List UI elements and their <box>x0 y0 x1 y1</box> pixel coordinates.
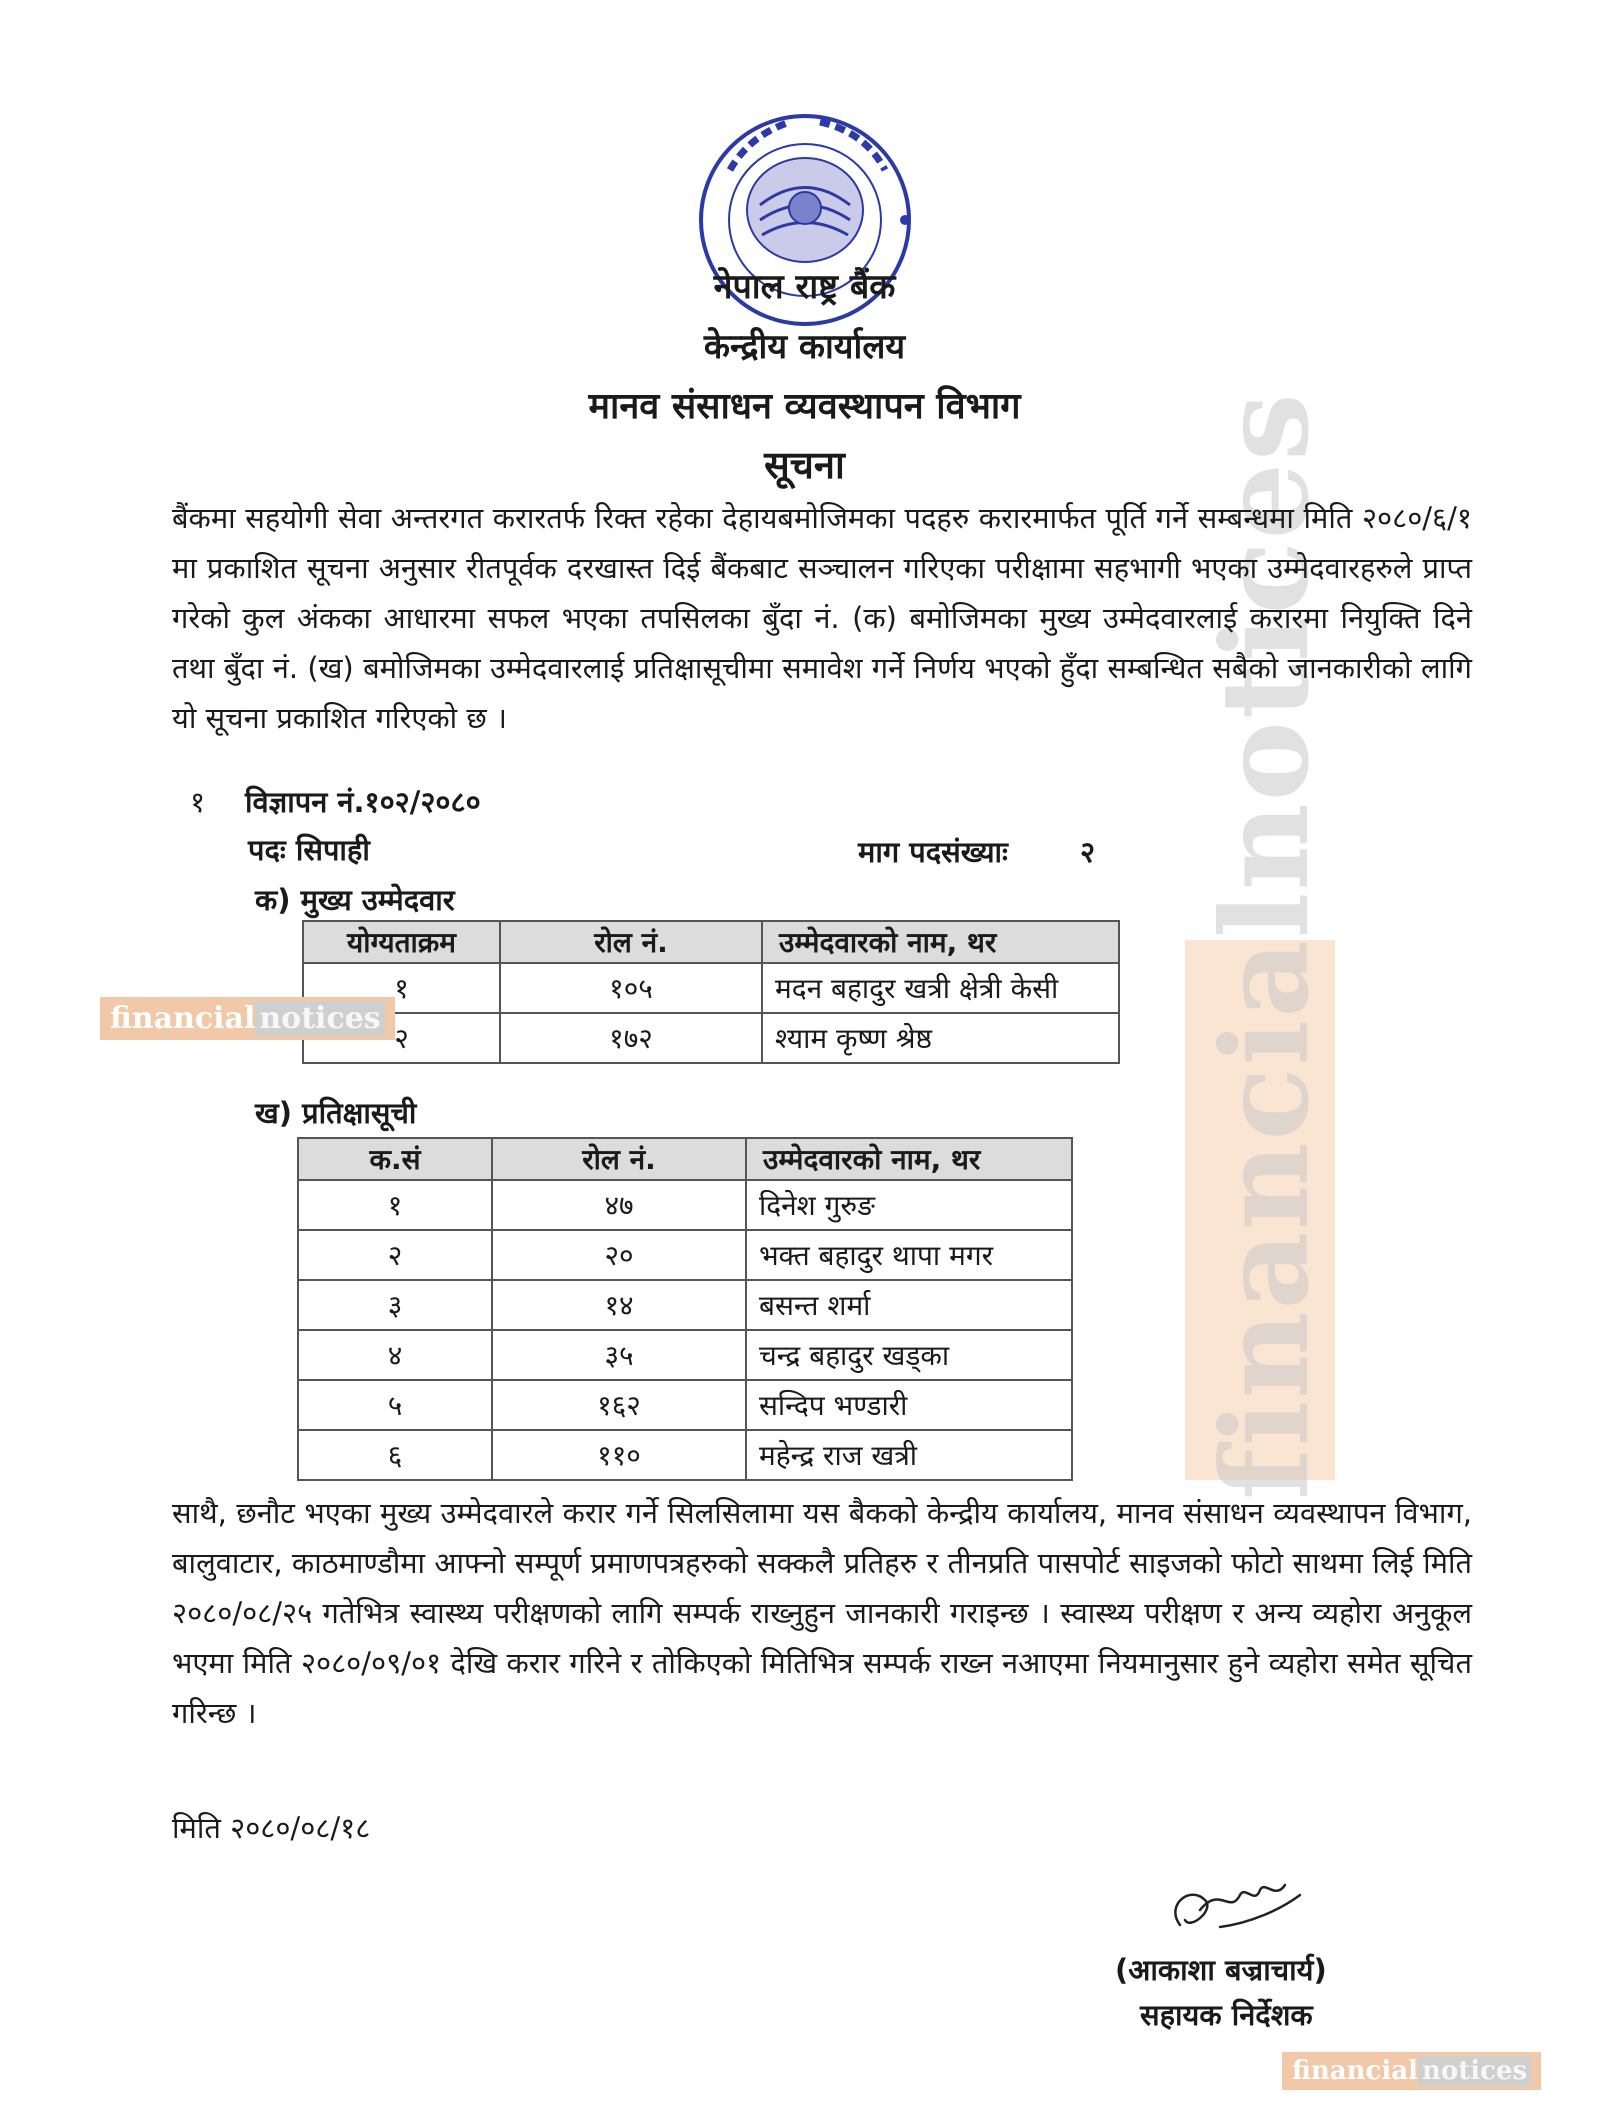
intro-paragraph: बैंकमा सहयोगी सेवा अन्तरगत करारतर्फ रिक्त रहेका देहायबमोजिमका पदहरु करारमार्फत पूर्ति गर्ने सम्बन्धमा मिति २०८०/६/१ मा प्रकाशित सूचना अनुसार रीतपूर्वक दरखास्त दिई बैंकबाट सञ्चालन गरिएका परीक्षामा सहभागी भएका उम्मेदवारहरुले प्राप्त गरेको कुल अंकका आधारमा सफल भएका तपसिलका बुँदा नं. (क) बमोजिमका मुख्य उम्मेदवारलाई करारमा नियुक्ति दिने तथा बुँदा नं. (ख) बमोजिमका उम्मेदवारलाई प्रतिक्षासूचीमा समावेश गर्ने निर्णय भएको हुँदा सम्बन्धित सबैको जानकारीको लागि यो सूचना प्रकाशित गरिएको छ । <box>172 501 1472 735</box>
name-cell: श्याम कृष्ण श्रेष्ठ <box>762 1013 1119 1063</box>
table-row <box>298 1280 1072 1330</box>
post-label: पदः सिपाही <box>248 833 370 867</box>
signature-icon <box>1160 1865 1310 1945</box>
watermark-text-part1: financial <box>1292 2056 1418 2086</box>
roll-cell: १४ <box>492 1280 746 1330</box>
office-name: केन्द्रीय कार्यालय <box>703 327 906 367</box>
notice-date: मिति २०८०/०८/१८ <box>172 1811 371 1845</box>
name-cell: सन्दिप भण्डारी <box>746 1380 1072 1430</box>
roll-cell: २० <box>492 1230 746 1280</box>
advert-number: विज्ञापन नं.१०२/२०८० <box>245 785 481 819</box>
table-row <box>298 1380 1072 1430</box>
closing-paragraph: साथै, छनौट भएका मुख्य उम्मेदवारले करार गर्ने सिलसिलामा यस बैकको केन्द्रीय कार्यालय, मानव संसाधन व्यवस्थापन विभाग, बालुवाटार, काठमाण्डौमा आफ्नो सम्पूर्ण प्रमाणपत्रहरुको सक्कलै प्रतिहरु र तीनप्रति पासपोर्ट साइजको फोटो साथमा लिई मिति २०८०/०८/२५ गतेभित्र स्वास्थ्य परीक्षणको लागि सम्पर्क राख्नुहुन जानकारी गराइन्छ । स्वास्थ्य परीक्षण र अन्य व्यहोरा अनुकूल भएमा मिति २०८०/०९/०१ देखि करार गरिने र तोकिएको मितिभित्र सम्पर्क राख्न नआएमा नियमानुसार हुने व्यहोरा समेत सूचित गरिन्छ । <box>172 1496 1472 1730</box>
main-header-roll: रोल नं. <box>500 921 762 963</box>
table-row <box>303 963 1119 1013</box>
wait-header-roll: रोल नं. <box>492 1138 746 1180</box>
demand-label: माग पदसंख्याः <box>858 835 1008 869</box>
serial-cell: १ <box>298 1180 492 1230</box>
table-row <box>298 1180 1072 1230</box>
serial-cell: २ <box>298 1230 492 1280</box>
wait-header-serial: क.सं <box>298 1138 492 1180</box>
watermark-text-part1: financial <box>110 1001 256 1036</box>
notice-title: सूचना <box>764 443 845 487</box>
name-cell: महेन्द्र राज खत्री <box>746 1430 1072 1480</box>
department-name: मानव संसाधन व्यवस्थापन विभाग <box>588 386 1021 427</box>
demand-value: २ <box>1080 835 1096 869</box>
main-list-title: क) मुख्य उम्मेदवार <box>255 883 455 917</box>
signatory-name: (आकाशा बज्राचार्य) <box>1115 1953 1327 1987</box>
roll-cell: ३५ <box>492 1330 746 1380</box>
serial-cell: ३ <box>298 1280 492 1330</box>
watermark-text-part2: notices <box>1418 2056 1531 2086</box>
rank-cell: २ <box>303 1013 500 1063</box>
wait-list-title: ख) प्रतिक्षासूची <box>255 1096 417 1130</box>
main-header-name: उम्मेदवारको नाम, थर <box>762 921 1119 963</box>
roll-cell: १७२ <box>500 1013 762 1063</box>
table-row <box>303 1013 1119 1063</box>
roll-cell: ११० <box>492 1430 746 1480</box>
name-cell: बसन्त शर्मा <box>746 1280 1072 1330</box>
wait-header-name: उम्मेदवारको नाम, थर <box>746 1138 1072 1180</box>
main-candidates-table <box>302 920 1120 1064</box>
name-cell: चन्द्र बहादुर खड्का <box>746 1330 1072 1380</box>
watermark-badge-bottom <box>1282 2052 1541 2090</box>
table-row <box>298 1330 1072 1380</box>
watermark-badge <box>100 997 395 1040</box>
serial-cell: ४ <box>298 1330 492 1380</box>
signatory-designation: सहायक निर्देशक <box>1140 1998 1313 2032</box>
table-row <box>298 1430 1072 1480</box>
roll-cell: १०५ <box>500 963 762 1013</box>
name-cell: दिनेश गुरुङ <box>746 1180 1072 1230</box>
roll-cell: १६२ <box>492 1380 746 1430</box>
org-name: नेपाल राष्ट्र बैंक <box>713 267 896 307</box>
table-row <box>298 1230 1072 1280</box>
watermark-text-part2: notices <box>255 1001 384 1036</box>
roll-cell: ४७ <box>492 1180 746 1230</box>
main-header-rank: योग्यताक्रम <box>303 921 500 963</box>
serial-cell: ६ <box>298 1430 492 1480</box>
name-cell: मदन बहादुर खत्री क्षेत्री केसी <box>762 963 1119 1013</box>
rank-cell: १ <box>303 963 500 1013</box>
watermark-vertical-text: financialnotices <box>1195 391 1336 1500</box>
serial-cell: ५ <box>298 1380 492 1430</box>
name-cell: भक्त बहादुर थापा मगर <box>746 1230 1072 1280</box>
wait-list-table <box>297 1137 1073 1481</box>
advert-serial: १ <box>190 785 206 819</box>
